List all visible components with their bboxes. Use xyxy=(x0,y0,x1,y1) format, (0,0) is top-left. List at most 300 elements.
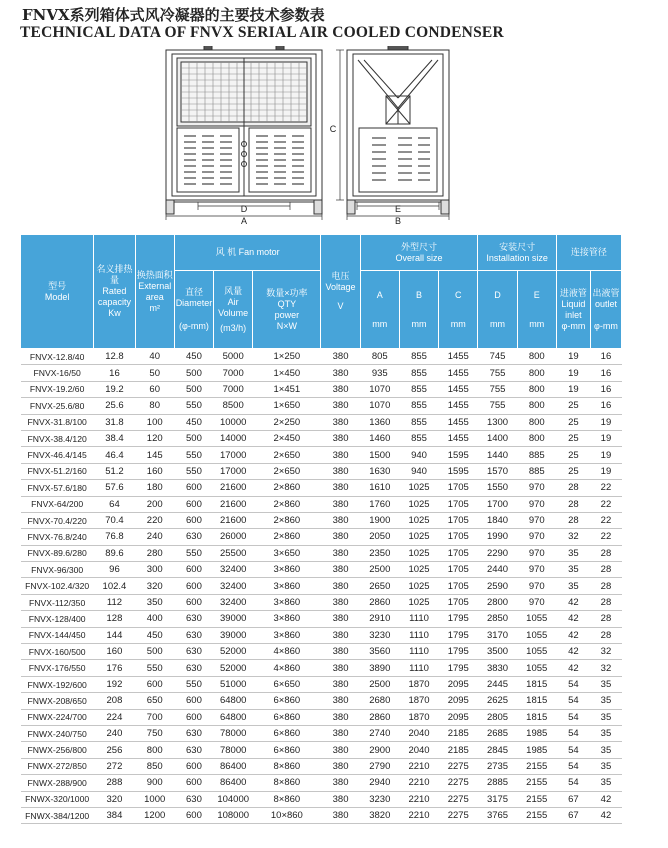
table-cell: 2×450 xyxy=(253,430,321,446)
table-cell: 380 xyxy=(321,742,360,758)
model-cell: FNVX-64/200 xyxy=(21,496,94,512)
table-cell: 1705 xyxy=(439,496,478,512)
table-cell: 800 xyxy=(517,365,556,381)
table-cell: 550 xyxy=(135,660,174,676)
table-cell: 4×860 xyxy=(253,660,321,676)
table-cell: 2155 xyxy=(517,758,556,774)
table-cell: 28 xyxy=(590,611,621,627)
table-cell: 2×860 xyxy=(253,480,321,496)
header-fan-group: 风 机 Fan motor xyxy=(174,235,321,271)
table-cell: 2900 xyxy=(360,742,399,758)
table-cell: 1300 xyxy=(478,414,517,430)
table-cell: 35 xyxy=(590,676,621,692)
table-cell: 19 xyxy=(556,349,590,365)
model-cell: FNWX-272/850 xyxy=(21,758,94,774)
table-cell: 500 xyxy=(174,381,213,397)
table-cell: 1455 xyxy=(439,365,478,381)
model-cell: FNVX-25.6/80 xyxy=(21,398,94,414)
table-cell: 1110 xyxy=(399,611,438,627)
table-cell: 2095 xyxy=(439,676,478,692)
header-liquid-inlet: 进液管 Liquid inlet φ-mm xyxy=(556,271,590,349)
table-cell: 2500 xyxy=(360,676,399,692)
model-cell: FNVX-19.2/60 xyxy=(21,381,94,397)
table-cell: 6×860 xyxy=(253,693,321,709)
table-cell: 240 xyxy=(94,725,135,741)
table-cell: 35 xyxy=(556,545,590,561)
table-cell: 1630 xyxy=(360,463,399,479)
model-cell: FNVX-102.4/320 xyxy=(21,578,94,594)
header-dim-b: B mm xyxy=(399,271,438,349)
table-cell: 80 xyxy=(135,398,174,414)
table-cell: 970 xyxy=(517,512,556,528)
table-cell: 1×250 xyxy=(253,349,321,365)
table-cell: 550 xyxy=(174,545,213,561)
condenser-drawing xyxy=(0,46,668,226)
table-cell: 1460 xyxy=(360,430,399,446)
table-cell: 800 xyxy=(517,414,556,430)
table-row xyxy=(21,398,622,414)
table-cell: 380 xyxy=(321,447,360,463)
model-cell: FNVX-46.4/145 xyxy=(21,447,94,463)
table-cell: 380 xyxy=(321,430,360,446)
table-cell: 1550 xyxy=(478,480,517,496)
table-cell: 855 xyxy=(399,349,438,365)
table-cell: 380 xyxy=(321,676,360,692)
table-cell: 6×860 xyxy=(253,709,321,725)
table-cell: 1440 xyxy=(478,447,517,463)
table-cell: 176 xyxy=(94,660,135,676)
table-cell: 2×860 xyxy=(253,529,321,545)
header-overall-size: 外型尺寸 Overall size xyxy=(360,235,478,271)
table-cell: 1025 xyxy=(399,529,438,545)
table-cell: 16 xyxy=(590,349,621,365)
table-cell: 2275 xyxy=(439,758,478,774)
table-row xyxy=(21,496,622,512)
table-cell: 2290 xyxy=(478,545,517,561)
table-cell: 10×860 xyxy=(253,807,321,823)
table-cell: 1795 xyxy=(439,611,478,627)
table-cell: 1025 xyxy=(399,562,438,578)
table-cell: 112 xyxy=(94,594,135,610)
table-cell: 28 xyxy=(590,578,621,594)
header-dim-d: D mm xyxy=(478,271,517,349)
table-cell: 2860 xyxy=(360,594,399,610)
table-cell: 755 xyxy=(478,365,517,381)
table-row xyxy=(21,562,622,578)
table-cell: 1025 xyxy=(399,594,438,610)
table-cell: 1200 xyxy=(135,807,174,823)
table-cell: 28 xyxy=(590,594,621,610)
table-cell: 51.2 xyxy=(94,463,135,479)
table-cell: 3230 xyxy=(360,791,399,807)
table-row xyxy=(21,676,622,692)
table-cell: 1705 xyxy=(439,512,478,528)
model-cell: FNWX-384/1200 xyxy=(21,807,94,823)
table-row xyxy=(21,627,622,643)
table-row xyxy=(21,365,622,381)
table-cell: 600 xyxy=(174,480,213,496)
table-cell: 2×860 xyxy=(253,496,321,512)
table-cell: 1455 xyxy=(439,381,478,397)
table-cell: 220 xyxy=(135,512,174,528)
table-row xyxy=(21,381,622,397)
table-cell: 400 xyxy=(135,611,174,627)
table-cell: 76.8 xyxy=(94,529,135,545)
table-cell: 380 xyxy=(321,775,360,791)
model-cell: FNVX-51.2/160 xyxy=(21,463,94,479)
table-cell: 40 xyxy=(135,349,174,365)
table-cell: 1×451 xyxy=(253,381,321,397)
table-cell: 7000 xyxy=(214,365,253,381)
table-cell: 10000 xyxy=(214,414,253,430)
table-cell: 700 xyxy=(135,709,174,725)
table-cell: 600 xyxy=(174,775,213,791)
table-cell: 2625 xyxy=(478,693,517,709)
table-cell: 2805 xyxy=(478,709,517,725)
table-cell: 38.4 xyxy=(94,430,135,446)
table-cell: 1455 xyxy=(439,414,478,430)
table-cell: 600 xyxy=(174,594,213,610)
table-cell: 2680 xyxy=(360,693,399,709)
table-cell: 54 xyxy=(556,725,590,741)
table-cell: 54 xyxy=(556,742,590,758)
table-cell: 2×860 xyxy=(253,512,321,528)
table-cell: 25 xyxy=(556,463,590,479)
table-cell: 600 xyxy=(174,496,213,512)
model-cell: FNWX-192/600 xyxy=(21,676,94,692)
table-cell: 144 xyxy=(94,627,135,643)
table-cell: 550 xyxy=(174,676,213,692)
table-cell: 900 xyxy=(135,775,174,791)
table-cell: 42 xyxy=(556,611,590,627)
table-row xyxy=(21,660,622,676)
header-installation-size: 安装尺寸 Installation size xyxy=(478,235,556,271)
table-cell: 630 xyxy=(174,611,213,627)
table-row xyxy=(21,791,622,807)
table-cell: 32 xyxy=(556,529,590,545)
table-cell: 32400 xyxy=(214,594,253,610)
header-capacity: 名义排热量 Rated capacity Kw xyxy=(94,235,135,349)
table-cell: 2095 xyxy=(439,693,478,709)
table-cell: 35 xyxy=(556,578,590,594)
table-cell: 380 xyxy=(321,529,360,545)
table-cell: 1815 xyxy=(517,693,556,709)
table-cell: 630 xyxy=(174,742,213,758)
table-cell: 78000 xyxy=(214,742,253,758)
table-cell: 57.6 xyxy=(94,480,135,496)
table-cell: 54 xyxy=(556,775,590,791)
table-cell: 3830 xyxy=(478,660,517,676)
front-view xyxy=(166,46,322,214)
table-cell: 745 xyxy=(478,349,517,365)
table-cell: 2095 xyxy=(439,709,478,725)
table-cell: 6×860 xyxy=(253,725,321,741)
table-cell: 2445 xyxy=(478,676,517,692)
table-cell: 380 xyxy=(321,611,360,627)
table-cell: 42 xyxy=(556,660,590,676)
table-cell: 2275 xyxy=(439,791,478,807)
table-cell: 2040 xyxy=(399,725,438,741)
table-cell: 3230 xyxy=(360,627,399,643)
table-cell: 1025 xyxy=(399,480,438,496)
dim-label-b: B xyxy=(394,216,402,226)
table-cell: 2050 xyxy=(360,529,399,545)
table-cell: 4×860 xyxy=(253,644,321,660)
table-cell: 25.6 xyxy=(94,398,135,414)
table-cell: 1870 xyxy=(399,709,438,725)
table-cell: 380 xyxy=(321,512,360,528)
spec-table-body xyxy=(21,349,622,824)
table-cell: 1705 xyxy=(439,545,478,561)
table-row xyxy=(21,480,622,496)
table-cell: 100 xyxy=(135,414,174,430)
table-cell: 180 xyxy=(135,480,174,496)
table-cell: 16 xyxy=(94,365,135,381)
dim-label-d: D xyxy=(240,204,248,214)
table-cell: 755 xyxy=(478,381,517,397)
table-cell: 600 xyxy=(174,512,213,528)
table-cell: 380 xyxy=(321,627,360,643)
table-cell: 1455 xyxy=(439,349,478,365)
table-cell: 500 xyxy=(174,365,213,381)
table-cell: 32400 xyxy=(214,562,253,578)
table-cell: 6×650 xyxy=(253,676,321,692)
table-cell: 89.6 xyxy=(94,545,135,561)
table-row xyxy=(21,512,622,528)
model-cell: FNVX-96/300 xyxy=(21,562,94,578)
model-cell: FNVX-89.6/280 xyxy=(21,545,94,561)
table-cell: 970 xyxy=(517,545,556,561)
header-outlet: 出液管 outlet φ-mm xyxy=(590,271,621,349)
table-cell: 2650 xyxy=(360,578,399,594)
table-cell: 64 xyxy=(94,496,135,512)
table-cell: 42 xyxy=(556,594,590,610)
header-pipe-group: 连接管径 xyxy=(556,235,621,271)
table-cell: 35 xyxy=(590,709,621,725)
table-cell: 1110 xyxy=(399,644,438,660)
table-row xyxy=(21,758,622,774)
model-cell: FNWX-224/700 xyxy=(21,709,94,725)
table-cell: 630 xyxy=(174,725,213,741)
table-row xyxy=(21,578,622,594)
table-cell: 970 xyxy=(517,594,556,610)
table-cell: 42 xyxy=(556,627,590,643)
table-cell: 3×860 xyxy=(253,578,321,594)
table-cell: 3×650 xyxy=(253,545,321,561)
table-cell: 160 xyxy=(94,644,135,660)
table-cell: 2210 xyxy=(399,807,438,823)
table-row xyxy=(21,709,622,725)
table-cell: 380 xyxy=(321,480,360,496)
table-cell: 19 xyxy=(590,414,621,430)
table-cell: 200 xyxy=(135,496,174,512)
table-cell: 3820 xyxy=(360,807,399,823)
table-cell: 67 xyxy=(556,807,590,823)
table-cell: 320 xyxy=(135,578,174,594)
table-cell: 6×860 xyxy=(253,742,321,758)
model-cell: FNVX-31.8/100 xyxy=(21,414,94,430)
table-cell: 600 xyxy=(174,578,213,594)
table-cell: 1760 xyxy=(360,496,399,512)
table-cell: 1070 xyxy=(360,381,399,397)
table-cell: 2275 xyxy=(439,807,478,823)
table-cell: 21600 xyxy=(214,496,253,512)
model-cell: FNVX-70.4/220 xyxy=(21,512,94,528)
table-cell: 855 xyxy=(399,365,438,381)
table-row xyxy=(21,447,622,463)
table-cell: 8500 xyxy=(214,398,253,414)
table-cell: 21600 xyxy=(214,480,253,496)
table-cell: 26000 xyxy=(214,529,253,545)
table-row xyxy=(21,693,622,709)
table-cell: 380 xyxy=(321,349,360,365)
table-cell: 380 xyxy=(321,660,360,676)
table-cell: 800 xyxy=(517,398,556,414)
table-cell: 630 xyxy=(174,660,213,676)
table-cell: 1795 xyxy=(439,644,478,660)
model-cell: FNVX-16/50 xyxy=(21,365,94,381)
table-cell: 2885 xyxy=(478,775,517,791)
table-cell: 35 xyxy=(590,742,621,758)
table-cell: 17000 xyxy=(214,447,253,463)
table-cell: 380 xyxy=(321,545,360,561)
model-cell: FNVX-176/550 xyxy=(21,660,94,676)
table-cell: 1055 xyxy=(517,660,556,676)
model-cell: FNWX-320/1000 xyxy=(21,791,94,807)
table-cell: 7000 xyxy=(214,381,253,397)
table-cell: 1025 xyxy=(399,512,438,528)
table-cell: 32400 xyxy=(214,578,253,594)
table-cell: 2440 xyxy=(478,562,517,578)
model-cell: FNWX-288/900 xyxy=(21,775,94,791)
table-cell: 42 xyxy=(556,644,590,660)
header-area: 换热面积 External area m² xyxy=(135,235,174,349)
table-cell: 630 xyxy=(174,791,213,807)
header-dim-c: C mm xyxy=(439,271,478,349)
table-cell: 2275 xyxy=(439,775,478,791)
table-cell: 108000 xyxy=(214,807,253,823)
table-cell: 550 xyxy=(174,398,213,414)
table-cell: 104000 xyxy=(214,791,253,807)
table-cell: 380 xyxy=(321,693,360,709)
table-cell: 1795 xyxy=(439,627,478,643)
table-cell: 2×250 xyxy=(253,414,321,430)
table-cell: 31.8 xyxy=(94,414,135,430)
table-cell: 1455 xyxy=(439,398,478,414)
table-cell: 855 xyxy=(399,381,438,397)
table-cell: 2040 xyxy=(399,742,438,758)
table-cell: 380 xyxy=(321,578,360,594)
table-cell: 280 xyxy=(135,545,174,561)
header-model: 型号 Model xyxy=(21,235,94,349)
table-cell: 1705 xyxy=(439,562,478,578)
table-cell: 28 xyxy=(590,545,621,561)
table-cell: 60 xyxy=(135,381,174,397)
table-cell: 2735 xyxy=(478,758,517,774)
side-louvers xyxy=(372,138,430,180)
table-cell: 1070 xyxy=(360,398,399,414)
table-cell: 1400 xyxy=(478,430,517,446)
table-row xyxy=(21,529,622,545)
table-cell: 800 xyxy=(517,430,556,446)
table-cell: 54 xyxy=(556,758,590,774)
table-cell: 28 xyxy=(590,562,621,578)
table-row xyxy=(21,430,622,446)
table-cell: 42 xyxy=(590,791,621,807)
table-cell: 39000 xyxy=(214,627,253,643)
table-cell: 380 xyxy=(321,791,360,807)
table-cell: 3170 xyxy=(478,627,517,643)
table-cell: 32 xyxy=(590,660,621,676)
dim-label-c: C xyxy=(329,124,337,134)
table-cell: 16 xyxy=(590,365,621,381)
table-cell: 17000 xyxy=(214,463,253,479)
table-cell: 70.4 xyxy=(94,512,135,528)
table-cell: 380 xyxy=(321,463,360,479)
table-cell: 1×650 xyxy=(253,398,321,414)
table-cell: 2860 xyxy=(360,709,399,725)
table-cell: 3175 xyxy=(478,791,517,807)
table-cell: 28 xyxy=(556,480,590,496)
table-cell: 750 xyxy=(135,725,174,741)
table-cell: 51000 xyxy=(214,676,253,692)
table-cell: 600 xyxy=(135,676,174,692)
table-cell: 855 xyxy=(399,398,438,414)
table-cell: 1025 xyxy=(399,545,438,561)
table-cell: 2×650 xyxy=(253,447,321,463)
table-cell: 19 xyxy=(590,430,621,446)
table-cell: 800 xyxy=(135,742,174,758)
table-cell: 380 xyxy=(321,807,360,823)
table-cell: 380 xyxy=(321,758,360,774)
table-cell: 8×860 xyxy=(253,758,321,774)
table-cell: 64800 xyxy=(214,693,253,709)
table-cell: 885 xyxy=(517,463,556,479)
table-cell: 970 xyxy=(517,562,556,578)
table-cell: 21600 xyxy=(214,512,253,528)
table-cell: 2185 xyxy=(439,742,478,758)
table-cell: 1455 xyxy=(439,430,478,446)
table-cell: 1500 xyxy=(360,447,399,463)
table-cell: 1055 xyxy=(517,644,556,660)
table-cell: 67 xyxy=(556,791,590,807)
table-cell: 2590 xyxy=(478,578,517,594)
table-cell: 64800 xyxy=(214,709,253,725)
table-cell: 1360 xyxy=(360,414,399,430)
table-cell: 240 xyxy=(135,529,174,545)
table-cell: 22 xyxy=(590,512,621,528)
table-row xyxy=(21,545,622,561)
table-cell: 3500 xyxy=(478,644,517,660)
table-cell: 2500 xyxy=(360,562,399,578)
table-row xyxy=(21,742,622,758)
model-cell: FNWX-240/750 xyxy=(21,725,94,741)
table-cell: 350 xyxy=(135,594,174,610)
header-dim-a: A mm xyxy=(360,271,399,349)
table-cell: 380 xyxy=(321,365,360,381)
table-cell: 54 xyxy=(556,709,590,725)
table-cell: 650 xyxy=(135,693,174,709)
table-cell: 52000 xyxy=(214,660,253,676)
table-cell: 25 xyxy=(556,414,590,430)
table-cell: 1840 xyxy=(478,512,517,528)
table-cell: 1595 xyxy=(439,463,478,479)
table-cell: 800 xyxy=(517,381,556,397)
table-cell: 885 xyxy=(517,447,556,463)
table-cell: 145 xyxy=(135,447,174,463)
table-cell: 102.4 xyxy=(94,578,135,594)
table-cell: 1705 xyxy=(439,578,478,594)
